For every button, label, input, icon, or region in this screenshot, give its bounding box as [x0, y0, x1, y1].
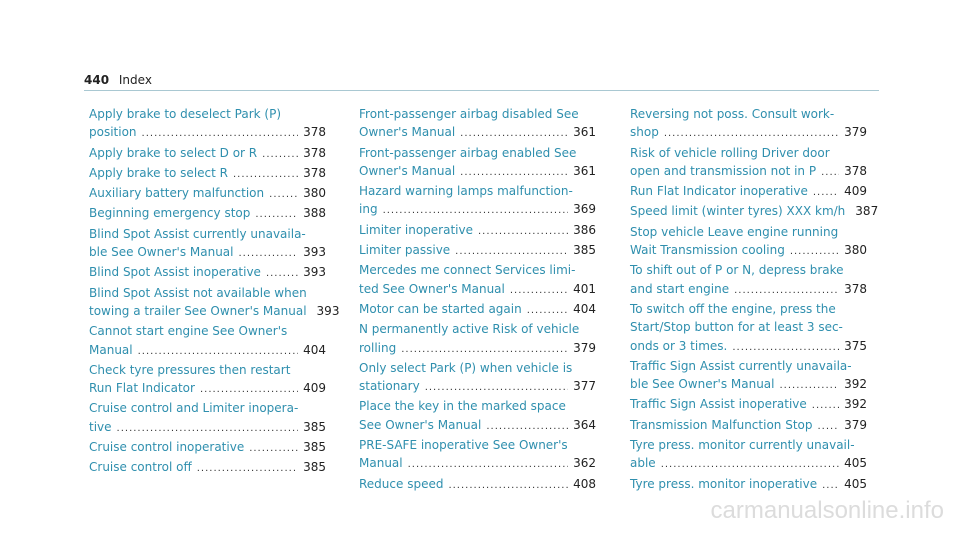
- dot-leader: [142, 125, 299, 143]
- dot-leader: [200, 381, 298, 399]
- index-entry[interactable]: [630, 300, 867, 357]
- dot-leader: [233, 166, 298, 184]
- index-entry-text: Speed limit (winter tyres) XXX km/h: [630, 204, 846, 219]
- dot-leader: [527, 302, 568, 320]
- index-entry[interactable]: [630, 202, 879, 222]
- index-entry-text: Limiter inoperative: [359, 222, 473, 237]
- dot-leader: [780, 377, 840, 395]
- index-entry-text: and start engine: [630, 281, 730, 296]
- index-entry-page: 380: [303, 186, 326, 201]
- index-entry-text: Front-passenger airbag enabled See: [359, 145, 577, 160]
- index-entry[interactable]: [359, 359, 596, 398]
- index-entry-text: Check tyre pressures then restart: [89, 362, 291, 377]
- header-divider: [84, 90, 879, 91]
- index-entry-page: 378: [303, 145, 326, 160]
- index-entry-page: 386: [573, 222, 596, 237]
- index-entry-text: Tyre press. monitor currently unavail-: [630, 438, 855, 453]
- index-entry-text: Hazard warning lamps malfunction-: [359, 184, 573, 199]
- index-entry-text: Apply brake to deselect Park (P): [89, 107, 281, 121]
- index-entry-page: 385: [303, 419, 326, 434]
- index-entry-page: 378: [844, 281, 867, 296]
- index-entry[interactable]: [630, 416, 867, 436]
- index-entry-text: PRE-SAFE inoperative See Owner's: [359, 438, 568, 453]
- index-entry-page: 361: [573, 163, 596, 178]
- index-entry-text: See Owner's Manual: [359, 417, 482, 432]
- index-entry-text: Blind Spot Assist currently unavaila-: [89, 226, 306, 241]
- page-number: 440: [84, 73, 110, 87]
- index-entry[interactable]: [359, 397, 596, 436]
- index-entry-text: Traffic Sign Assist currently unavaila-: [630, 358, 852, 373]
- index-entry[interactable]: [630, 436, 867, 475]
- index-entry-text: Apply brake to select D or R: [89, 145, 258, 160]
- dot-leader: [249, 440, 298, 458]
- index-entry-text: Owner's Manual: [359, 125, 456, 140]
- index-entry[interactable]: [359, 241, 596, 261]
- index-entry-page: 369: [573, 202, 596, 217]
- dot-leader: [812, 397, 839, 415]
- index-entry-text: Run Flat Indicator inoperative: [630, 184, 808, 199]
- index-entry-text: Reversing not poss. Consult work-: [630, 107, 835, 121]
- dot-leader: [448, 477, 568, 495]
- index-entry-text: Wait Transmission cooling: [630, 243, 785, 258]
- dot-leader: [790, 243, 839, 261]
- index-entry-page: 387: [855, 204, 879, 219]
- index-entry-page: 379: [573, 340, 596, 355]
- index-entry-text: onds or 3 times.: [630, 338, 728, 353]
- index-entry-text: Stop vehicle Leave engine running: [630, 224, 839, 239]
- index-entry-page: 377: [573, 379, 596, 394]
- dot-leader: [138, 343, 298, 361]
- index-entry-page: 409: [844, 184, 867, 199]
- index-column-3: [630, 105, 879, 495]
- dot-leader: [401, 341, 568, 359]
- dot-leader: [478, 223, 568, 241]
- index-entry[interactable]: [359, 144, 596, 183]
- dot-leader: [117, 420, 299, 438]
- index-entry-text: Cruise control off: [89, 460, 192, 475]
- index-entry-page: 385: [303, 460, 326, 475]
- watermark: carmanualsonline.info: [710, 497, 944, 524]
- index-entry-page: 378: [844, 163, 867, 178]
- index-entry-text: Reduce speed: [359, 476, 444, 491]
- index-entry-text: To switch off the engine, press the: [630, 301, 836, 316]
- index-entry-text: Front-passenger airbag disabled See: [359, 107, 579, 121]
- index-entry-text: ble See Owner's Manual: [89, 245, 234, 260]
- index-entry-page: 404: [573, 301, 596, 316]
- index-entry[interactable]: [630, 223, 867, 262]
- dot-leader: [822, 477, 839, 495]
- index-entry-text: Transmission Malfunction Stop: [630, 417, 813, 432]
- index-entry[interactable]: [630, 261, 867, 300]
- index-entry-page: 404: [303, 342, 326, 357]
- dot-leader: [732, 339, 839, 357]
- index-entry[interactable]: [630, 475, 867, 495]
- index-entry[interactable]: [89, 399, 326, 438]
- index-entry-text: Start/Stop button for at least 3 sec-: [630, 320, 843, 335]
- index-entry[interactable]: [359, 221, 596, 241]
- index-entry-text: rolling: [359, 340, 397, 355]
- index-entry-page: 401: [573, 281, 596, 296]
- index-column-2: [359, 105, 596, 495]
- dot-leader: [460, 125, 568, 143]
- index-entry-page: 385: [303, 440, 326, 455]
- index-entry-text: Owner's Manual: [359, 163, 456, 178]
- dot-leader: [455, 243, 568, 261]
- index-entry[interactable]: [89, 361, 326, 400]
- index-entry-text: Mercedes me connect Services limi-: [359, 263, 576, 278]
- dot-leader: [821, 164, 839, 182]
- index-entry-text: Motor can be started again: [359, 301, 522, 316]
- page-header: [84, 73, 152, 87]
- dot-leader: [266, 265, 298, 283]
- index-entry[interactable]: [359, 182, 596, 221]
- index-entry-page: 405: [844, 456, 867, 471]
- index-entry-text: Tyre press. monitor inoperative: [630, 476, 818, 491]
- index-entry-page: 388: [303, 206, 326, 221]
- index-entry-page: 392: [844, 377, 867, 392]
- index-entry-page: 392: [844, 397, 867, 412]
- index-entry[interactable]: [89, 204, 326, 224]
- index-entry-text: Auxiliary battery malfunction: [89, 186, 265, 201]
- index-entry[interactable]: [89, 263, 326, 283]
- index-entry-page: 385: [573, 243, 596, 258]
- index-entry[interactable]: [89, 184, 326, 204]
- index-entry-page: 364: [573, 417, 596, 432]
- index-entry-text: Apply brake to select R: [89, 165, 228, 180]
- dot-leader: [197, 460, 298, 478]
- index-entry-text: ted See Owner's Manual: [359, 281, 505, 296]
- index-entry-text: Only select Park (P) when vehicle is: [359, 360, 573, 375]
- index-entry-page: 409: [303, 381, 326, 396]
- index-entry-page: 405: [844, 476, 867, 491]
- index-entry-text: To shift out of P or N, depress brake: [630, 263, 844, 278]
- dot-leader: [661, 456, 839, 474]
- index-entry-text: Manual: [89, 342, 133, 357]
- index-entry-text: Cruise control inoperative: [89, 440, 245, 455]
- index-entry-text: N permanently active Risk of vehicle: [359, 322, 580, 337]
- index-entry-text: Manual: [359, 456, 403, 471]
- index-entry[interactable]: [630, 105, 867, 144]
- dot-leader: [664, 125, 839, 143]
- index-entry[interactable]: [630, 144, 867, 183]
- dot-leader: [239, 245, 299, 263]
- index-entry-page: 393: [303, 245, 326, 260]
- index-column-1: [89, 105, 340, 479]
- dot-leader: [255, 206, 298, 224]
- dot-leader: [262, 146, 298, 164]
- index-entry[interactable]: [359, 320, 596, 359]
- index-entry-text: Blind Spot Assist inoperative: [89, 265, 261, 280]
- index-entry[interactable]: [89, 144, 326, 164]
- index-entry-text: ing: [359, 202, 378, 217]
- index-entry-text: Limiter passive: [359, 243, 451, 258]
- index-entry-page: 379: [844, 125, 867, 140]
- index-entry[interactable]: [89, 322, 326, 361]
- dot-leader: [460, 164, 568, 182]
- dot-leader: [510, 282, 568, 300]
- index-entry-text: Traffic Sign Assist inoperative: [630, 397, 807, 412]
- index-entry-text: ble See Owner's Manual: [630, 377, 775, 392]
- index-entry-text: Risk of vehicle rolling Driver door: [630, 145, 830, 160]
- dot-leader: [734, 282, 839, 300]
- index-entry[interactable]: [359, 261, 596, 300]
- index-entry-text: Beginning emergency stop: [89, 206, 251, 221]
- index-entry-page: 362: [573, 456, 596, 471]
- index-entry-page: 378: [303, 125, 326, 140]
- index-entry-page: 380: [844, 243, 867, 258]
- index-entry[interactable]: [89, 438, 326, 458]
- dot-leader: [408, 456, 568, 474]
- index-entry-page: 393: [303, 265, 326, 280]
- index-entry-page: 378: [303, 165, 326, 180]
- dot-leader: [818, 418, 840, 436]
- index-entry-text: able: [630, 456, 656, 471]
- index-entry-page: 361: [573, 125, 596, 140]
- dot-leader: [383, 202, 569, 220]
- index-entry-page: 408: [573, 476, 596, 491]
- index-entry[interactable]: [359, 105, 596, 144]
- index-entry[interactable]: [89, 225, 326, 264]
- index-entry[interactable]: [630, 395, 867, 415]
- index-entry-page: 379: [844, 417, 867, 432]
- dot-leader: [486, 418, 568, 436]
- dot-leader: [269, 186, 298, 204]
- index-entry-page: 393: [316, 303, 340, 318]
- dot-leader: [425, 379, 568, 397]
- index-entry[interactable]: [89, 284, 340, 323]
- index-entry[interactable]: [359, 475, 596, 495]
- index-entry[interactable]: [89, 458, 326, 478]
- index-entry-text: tive: [89, 419, 112, 434]
- index-entry-text: Place the key in the marked space: [359, 399, 566, 414]
- index-entry-text: position: [89, 125, 137, 140]
- index-entry[interactable]: [359, 300, 596, 320]
- page-title: Index: [118, 73, 152, 87]
- index-entry-text: Cannot start engine See Owner's: [89, 324, 288, 339]
- index-entry-text: open and transmission not in P: [630, 163, 817, 178]
- index-entry-text: stationary: [359, 379, 420, 394]
- index-entry[interactable]: [359, 436, 596, 475]
- index-entry[interactable]: [630, 357, 867, 396]
- index-entry[interactable]: [630, 182, 867, 202]
- index-entry-text: shop: [630, 125, 659, 140]
- index-entry-text: Cruise control and Limiter inopera-: [89, 401, 299, 416]
- index-entry[interactable]: [89, 105, 326, 144]
- index-entry-text: towing a trailer See Owner's Manual: [89, 303, 307, 318]
- dot-leader: [813, 184, 839, 202]
- index-entry-text: Blind Spot Assist not available when: [89, 285, 307, 300]
- index-entry-text: Run Flat Indicator: [89, 381, 195, 396]
- index-entry[interactable]: [89, 164, 326, 184]
- index-entry-page: 375: [844, 338, 867, 353]
